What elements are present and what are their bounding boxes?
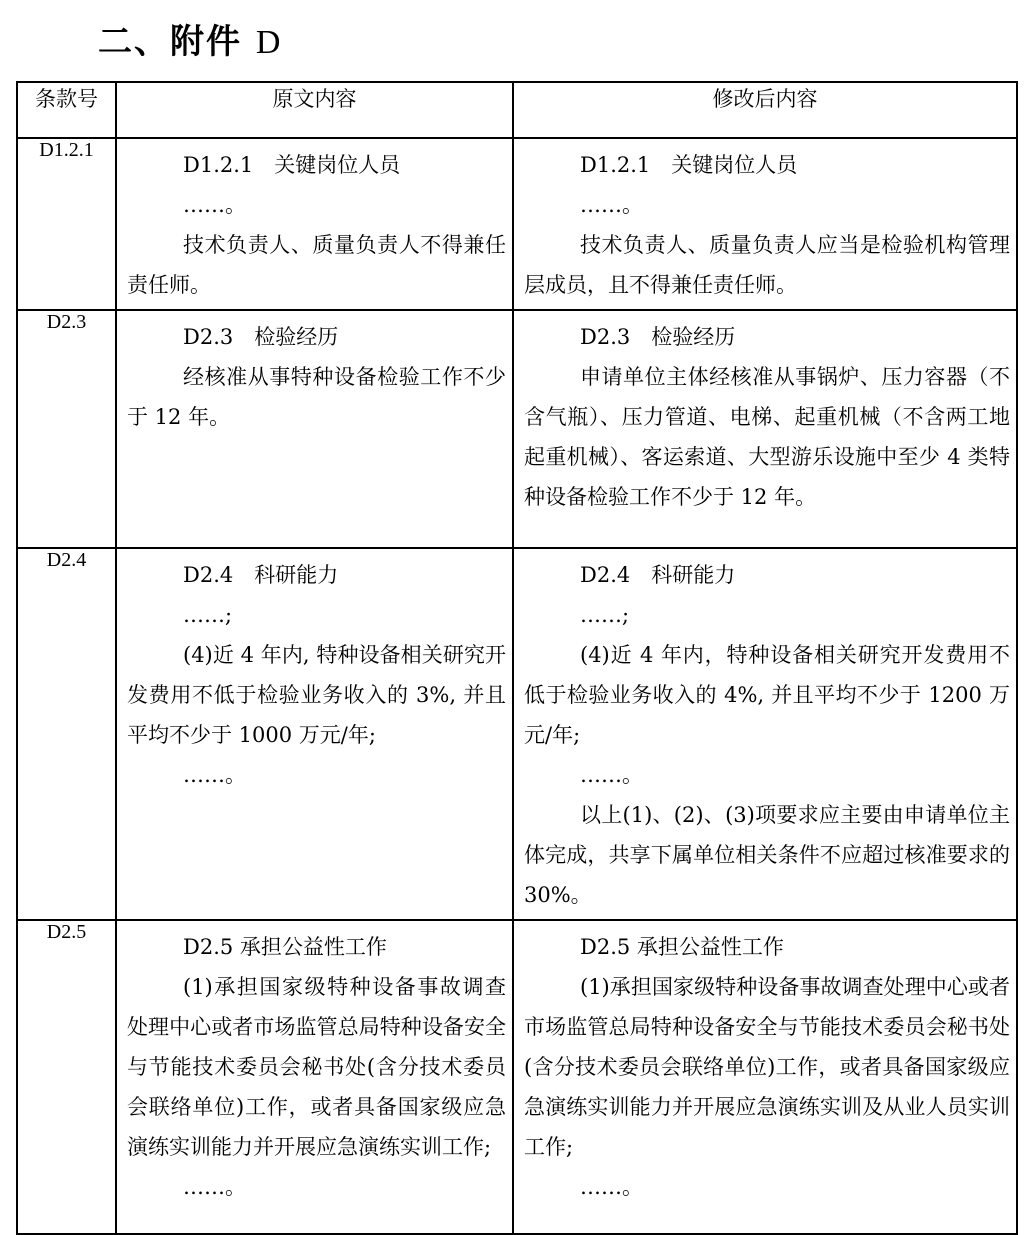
paragraph: (4)近 4 年内, 特种设备相关研究开发费用不低于检验业务收入的 3%, 并且平均不少于 1000 万元/年;: [127, 643, 506, 747]
ellipsis: ……。: [183, 1175, 246, 1199]
original-cell: [116, 310, 513, 548]
revised-cell: [513, 548, 1017, 920]
table-row: [17, 138, 1017, 310]
ellipsis: ……。: [183, 763, 246, 787]
header-revised-content: 修改后内容: [513, 82, 1017, 138]
clause-id: D2.4: [17, 548, 116, 920]
header-original-content: 原文内容: [116, 82, 513, 138]
header-clause-number: 条款号: [17, 82, 116, 138]
clause-title: D1.2.1 关键岗位人员: [580, 153, 798, 177]
heading-letter: D: [255, 24, 283, 61]
original-cell: [116, 548, 513, 920]
paragraph: 经核准从事特种设备检验工作不少于 12 年。: [127, 365, 506, 429]
page-heading: [98, 14, 282, 63]
ellipsis: ……。: [580, 193, 643, 217]
paragraph: (4)近 4 年内，特种设备相关研究开发费用不低于检验业务收入的 4%, 并且平均不少于 1200 万元/年;: [524, 643, 1010, 747]
heading-prefix: 二、附件: [98, 22, 242, 62]
paragraph: 技术负责人、质量负责人不得兼任责任师。: [127, 233, 506, 297]
clause-title: D2.3 检验经历: [183, 325, 339, 349]
ellipsis: ……。: [580, 763, 643, 787]
original-cell: [116, 920, 513, 1234]
clause-title: D2.5 承担公益性工作: [580, 935, 784, 959]
amendment-table: [16, 81, 1018, 1235]
table-header-row: [17, 82, 1017, 138]
table-row: [17, 920, 1017, 1234]
paragraph: (1)承担国家级特种设备事故调查处理中心或者市场监管总局特种设备安全与节能技术委员会秘书处(含分技术委员会联络单位)工作，或者具备国家级应急演练实训能力并开展应急演练实训工作;: [127, 975, 506, 1159]
ellipsis: ……;: [580, 603, 630, 627]
paragraph: 申请单位主体经核准从事锅炉、压力容器（不含气瓶）、压力管道、电梯、起重机械（不含两工地起重机械）、客运索道、大型游乐设施中至少 4 类特种设备检验工作不少于 12 年。: [524, 365, 1010, 509]
original-cell: [116, 138, 513, 310]
revised-cell: [513, 138, 1017, 310]
clause-title: D2.3 检验经历: [580, 325, 736, 349]
paragraph: 技术负责人、质量负责人应当是检验机构管理层成员，且不得兼任责任师。: [524, 233, 1010, 297]
clause-id: D2.5: [17, 920, 116, 1234]
revised-cell: [513, 310, 1017, 548]
revised-cell: [513, 920, 1017, 1234]
table-row: [17, 310, 1017, 548]
clause-id: D1.2.1: [17, 138, 116, 310]
clause-title: D2.4 科研能力: [580, 563, 736, 587]
ellipsis: ……;: [183, 603, 233, 627]
clause-id: D2.3: [17, 310, 116, 548]
ellipsis: ……。: [580, 1175, 643, 1199]
clause-title: D1.2.1 关键岗位人员: [183, 153, 401, 177]
clause-title: D2.4 科研能力: [183, 563, 339, 587]
paragraph: (1)承担国家级特种设备事故调查处理中心或者市场监管总局特种设备安全与节能技术委员会秘书处(含分技术委员会联络单位)工作，或者具备国家级应急演练实训能力并开展应急演练实训及从业人员实训工作;: [524, 975, 1010, 1159]
paragraph: 以上(1)、(2)、(3)项要求应主要由申请单位主体完成，共享下属单位相关条件不应超过核准要求的 30%。: [524, 803, 1010, 907]
ellipsis: ……。: [183, 193, 246, 217]
clause-title: D2.5 承担公益性工作: [183, 935, 387, 959]
table-row: [17, 548, 1017, 920]
